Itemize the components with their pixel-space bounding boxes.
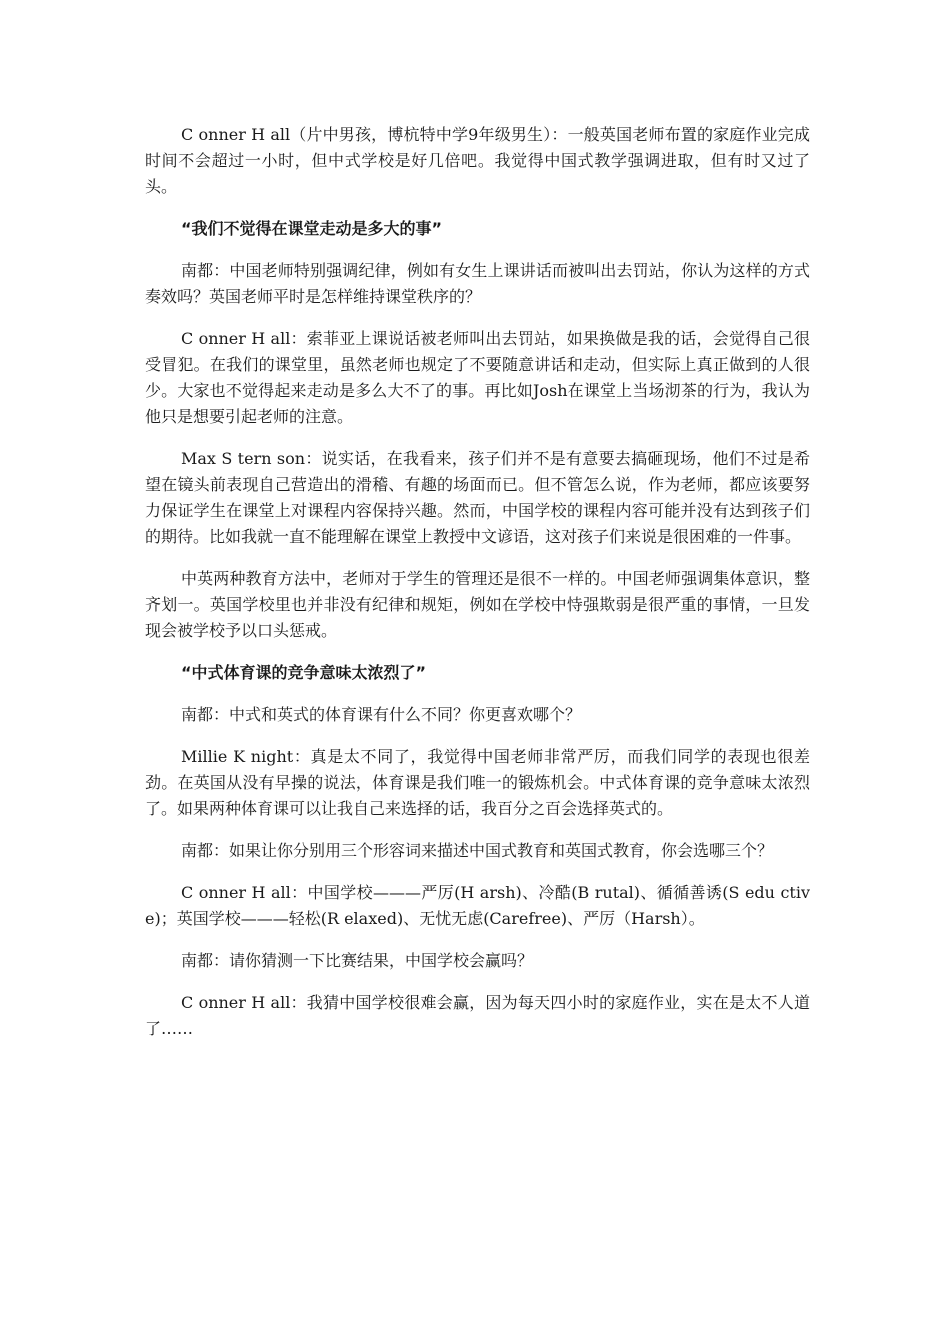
paragraph-question-discipline: 南都：中国老师特别强调纪律，例如有女生上课讲话而被叫出去罚站，你认为这样的方式奏效吗？英国老师平时是怎样维持课堂秩序的？	[145, 261, 810, 306]
paragraph-question-pe: 南都：中式和英式的体育课有什么不同？你更喜欢哪个？	[181, 705, 582, 724]
paragraph-conner-adjectives: C onner H all：中国学校———严厉(H arsh)、冷酷(B rutal)、循循善诱(S edu ctiv e)；英国学校———轻松(R elaxed)、无忧无虑(Carefree)、严厉（Harsh）。	[145, 883, 810, 928]
section-heading-pe: “中式体育课的竞争意味太浓烈了”	[181, 663, 427, 682]
paragraph-question-result: 南都：请你猜测一下比赛结果，中国学校会赢吗？	[181, 951, 534, 970]
paragraph-conner-homework: C onner H all（片中男孩，博杭特中学9年级男生）：一般英国老师布置的家庭作业完成时间不会超过一小时，但中式学校是好几倍吧。我觉得中国式教学强调进取，但有时又过了头。	[145, 125, 810, 196]
paragraph-conner-result: C onner H all：我猜中国学校很难会赢，因为每天四小时的家庭作业，实在是太不人道了……	[145, 993, 810, 1038]
paragraph-conner-discipline: C onner H all：索菲亚上课说话被老师叫出去罚站，如果换做是我的话，会觉得自己很受冒犯。在我们的课堂里，虽然老师也规定了不要随意讲话和走动，但实际上真正做到的人很少。大家也不觉得起来走动是多么大不了的事。再比如Josh在课堂上当场沏茶的行为，我认为他只是想要引起老师的注意。	[145, 329, 810, 426]
paragraph-question-adjectives: 南都：如果让你分别用三个形容词来描述中国式教育和英国式教育，你会选哪三个？	[181, 841, 774, 860]
paragraph-millie-knight: Millie K night：真是太不同了，我觉得中国老师非常严厉，而我们同学的表现也很差劲。在英国从没有早操的说法，体育课是我们唯一的锻炼机会。中式体育课的竞争意味太浓烈了。如果两种体育课可以让我自己来选择的话，我百分之百会选择英式的。	[145, 747, 810, 818]
paragraph-management-comparison: 中英两种教育方法中，老师对于学生的管理还是很不一样的。中国老师强调集体意识，整齐划一。英国学校里也并非没有纪律和规矩，例如在学校中恃强欺弱是很严重的事情，一旦发现会被学校予以口头惩戒。	[145, 569, 810, 640]
document-page	[145, 122, 810, 1058]
paragraph-max-sternson: Max S tern son：说实话，在我看来，孩子们并不是有意要去搞砸现场，他们不过是希望在镜头前表现自己营造出的滑稽、有趣的场面而已。但不管怎么说，作为老师，都应该要努力保证学生在课堂上对课程内容保持兴趣。然而，中国学校的课程内容可能并没有达到孩子们的期待。比如我就一直不能理解在课堂上教授中文谚语，这对孩子们来说是很困难的一件事。	[145, 449, 810, 546]
section-heading-classroom: “我们不觉得在课堂走动是多大的事”	[181, 219, 443, 238]
